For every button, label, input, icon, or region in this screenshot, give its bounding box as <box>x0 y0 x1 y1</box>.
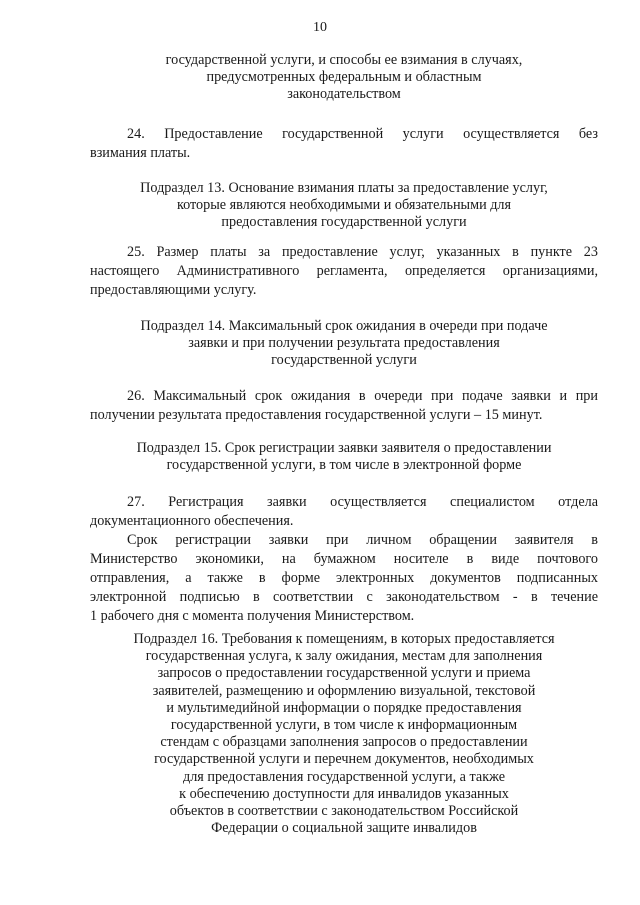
heading-line: государственная услуга, к залу ожидания, местам для заполнения <box>145 648 543 665</box>
heading-line: Федерации о социальной защите инвалидов <box>211 820 477 837</box>
heading-line: заявки и при получении результата предоставления <box>188 335 500 352</box>
heading-line: Подраздел 13. Основание взимания платы за предоставление услуг, <box>140 180 548 196</box>
heading-line: государственной услуги, в том числе в электронной форме <box>166 457 522 474</box>
paragraph-line: 1 рабочего дня с момента получения Министерством. <box>90 608 415 624</box>
heading-line: запросов о предоставлении государственной услуги и приема <box>157 665 531 682</box>
heading-line: государственной услуги <box>271 352 417 369</box>
heading-line: и мультимедийной информации о порядке предоставления <box>166 699 522 716</box>
heading-line: государственной услуги, в том числе к информационным <box>170 717 518 734</box>
heading-line: к обеспечению доступности для инвалидов указанных <box>179 785 509 802</box>
heading-line: которые являются необходимыми и обязательными для <box>176 197 512 214</box>
paragraph-line: 24. Предоставление государственной услуги осуществляется без <box>127 126 598 142</box>
heading-line: государственной услуги, и способы ее взимания в случаях, <box>165 52 523 68</box>
paragraph-line: 27. Регистрация заявки осуществляется специалистом отдела <box>127 494 598 510</box>
paragraph-24 <box>90 125 598 163</box>
paragraph-line: электронной подписью в соответствии с законодательством - в течение <box>90 589 598 605</box>
heading-line: Подраздел 16. Требования к помещениям, в которых предоставляется <box>133 631 555 647</box>
paragraph-line: настоящего Административного регламента, определяется организациями, <box>90 263 598 279</box>
heading-line: Подраздел 15. Срок регистрации заявки заявителя о предоставлении <box>136 440 552 456</box>
paragraph-line: отправления, а также в форме электронных документов подписанных <box>90 570 598 586</box>
paragraph-26 <box>90 387 598 425</box>
paragraph-line: 26. Максимальный срок ожидания в очереди при подаче заявки и при <box>127 388 598 404</box>
heading-line: Подраздел 14. Максимальный срок ожидания в очереди при подаче <box>140 318 548 334</box>
subsection-16-heading <box>88 631 600 837</box>
page-number: 10 <box>313 20 327 35</box>
heading-line: заявителей, размещению и оформлению визуальной, текстовой <box>152 682 536 699</box>
subsection-13-heading <box>88 180 600 232</box>
paragraph-25 <box>90 243 598 300</box>
heading-line: предусмотренных федеральным и областным <box>206 69 482 86</box>
paragraph-line: Министерство экономики, на бумажном носителе в виде почтового <box>90 551 598 567</box>
paragraph-27-registration-term <box>90 531 598 626</box>
paragraph-27 <box>90 493 598 531</box>
heading-line: законодательством <box>287 86 401 103</box>
heading-line: объектов в соответствии с законодательством Российской <box>169 803 519 820</box>
paragraph-line: 25. Размер платы за предоставление услуг, указанных в пункте 23 <box>127 244 598 260</box>
heading-continuation <box>88 52 600 104</box>
heading-line: для предоставления государственной услуги, а также <box>183 768 505 785</box>
paragraph-line: взимания платы. <box>90 145 191 161</box>
paragraph-line: получении результата предоставления государственной услуги – 15 минут. <box>90 407 543 423</box>
paragraph-line: Срок регистрации заявки при личном обращении заявителя в <box>127 532 598 548</box>
subsection-15-heading <box>88 440 600 474</box>
heading-line: государственной услуги и перечнем документов, необходимых <box>154 751 534 768</box>
heading-line: стендам с образцами заполнения запросов о предоставлении <box>160 734 528 751</box>
paragraph-line: предоставляющими услугу. <box>90 282 257 298</box>
heading-line: предоставления государственной услуги <box>221 214 467 231</box>
subsection-14-heading <box>88 318 600 370</box>
paragraph-line: документационного обеспечения. <box>90 513 294 529</box>
